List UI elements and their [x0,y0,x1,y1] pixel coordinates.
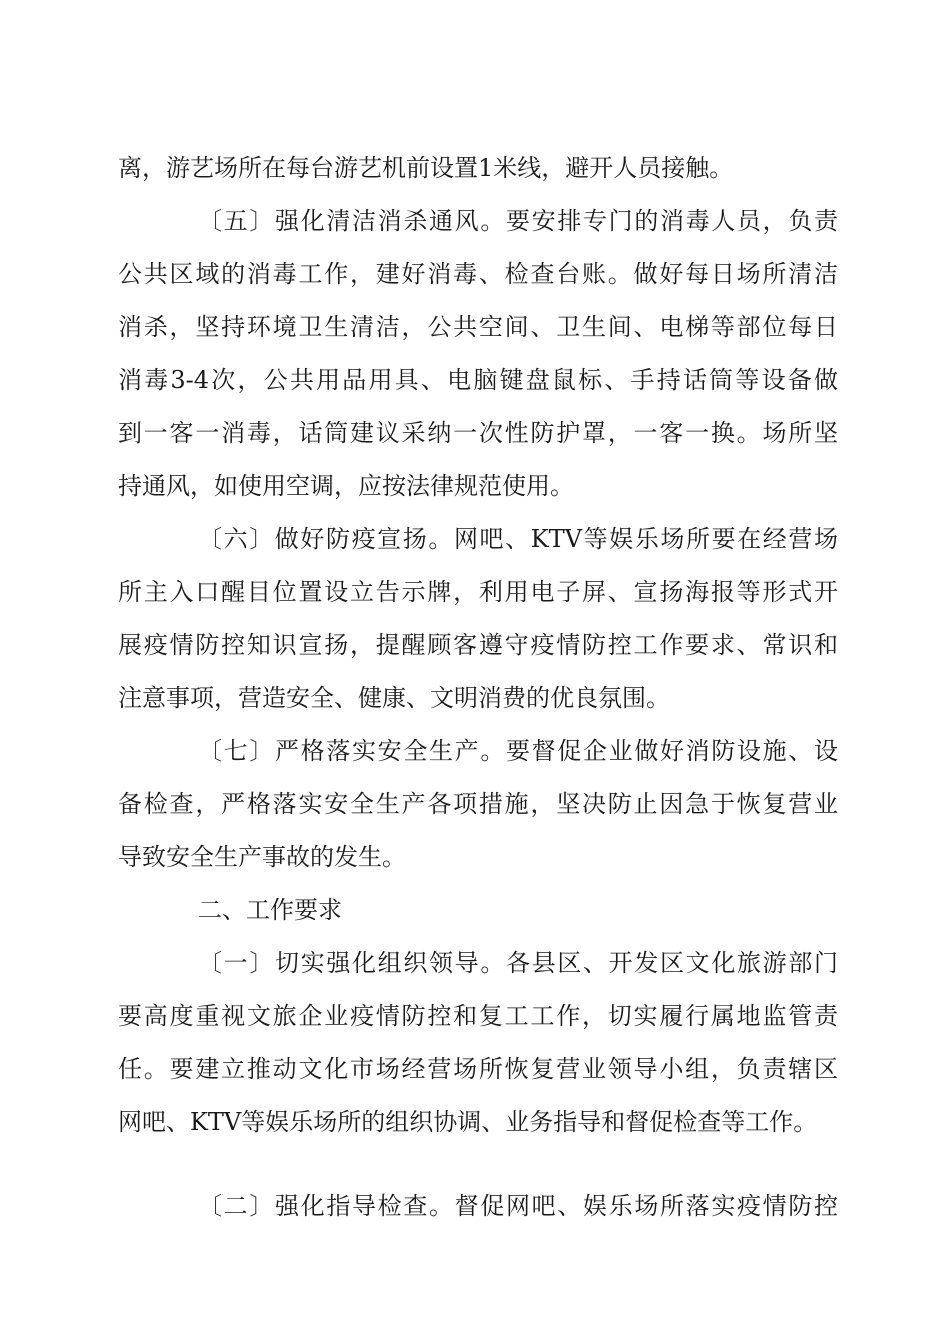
body-text-line: 任。要建立推动文化市场经营场所恢复营业领导小组，负责辖区 [118,1055,838,1083]
body-text-line: 展疫情防控知识宣扬，提醒顾客遵守疫情防控工作要求、常识和 [118,631,838,659]
body-text-line: 公共区域的消毒工作，建好消毒、检查台账。做好每日场所清洁 [118,260,838,288]
work-requirements-heading: 二、工作要求 [198,896,342,924]
body-text-line: 到一客一消毒，话筒建议采纳一次性防护罩，一客一换。场所坚 [118,419,838,447]
body-text-line: 要高度重视文旅企业疫情防控和复工工作，切实履行属地监管责 [118,1002,838,1030]
body-text-line: 导致安全生产事故的发生。 [118,843,406,871]
body-text-line: 消毒3-4次，公共用品用具、电脑键盘鼠标、手持话筒等设备做 [118,366,838,394]
section-seven-heading-line: 〔七〕严格落实安全生产。要督促企业做好消防设施、设 [198,737,838,765]
section-six-heading-line: 〔六〕做好防疫宣扬。网吧、KTV等娱乐场所要在经营场 [198,525,838,553]
body-text-line: 持通风，如使用空调，应按法律规范使用。 [118,472,574,500]
body-text-line: 消杀，坚持环境卫生清洁，公共空间、卫生间、电梯等部位每日 [118,313,838,341]
body-text-line: 网吧、KTV等娱乐场所的组织协调、业务指导和督促检查等工作。 [118,1108,818,1136]
section-two-heading-line: 〔二〕强化指导检查。督促网吧、娱乐场所落实疫情防控 [198,1192,838,1220]
body-text-line: 所主入口醒目位置设立告示牌，利用电子屏、宣扬海报等形式开 [118,578,838,606]
body-text-line: 离，游艺场所在每台游艺机前设置1米线，避开人员接触。 [118,154,734,182]
section-one-heading-line: 〔一〕切实强化组织领导。各县区、开发区文化旅游部门 [198,949,838,977]
section-five-heading-line: 〔五〕强化清洁消杀通风。要安排专门的消毒人员，负责 [198,207,838,235]
body-text-line: 注意事项，营造安全、健康、文明消费的优良氛围。 [118,684,670,712]
body-text-line: 备检查，严格落实安全生产各项措施，坚决防止因急于恢复营业 [118,790,838,818]
